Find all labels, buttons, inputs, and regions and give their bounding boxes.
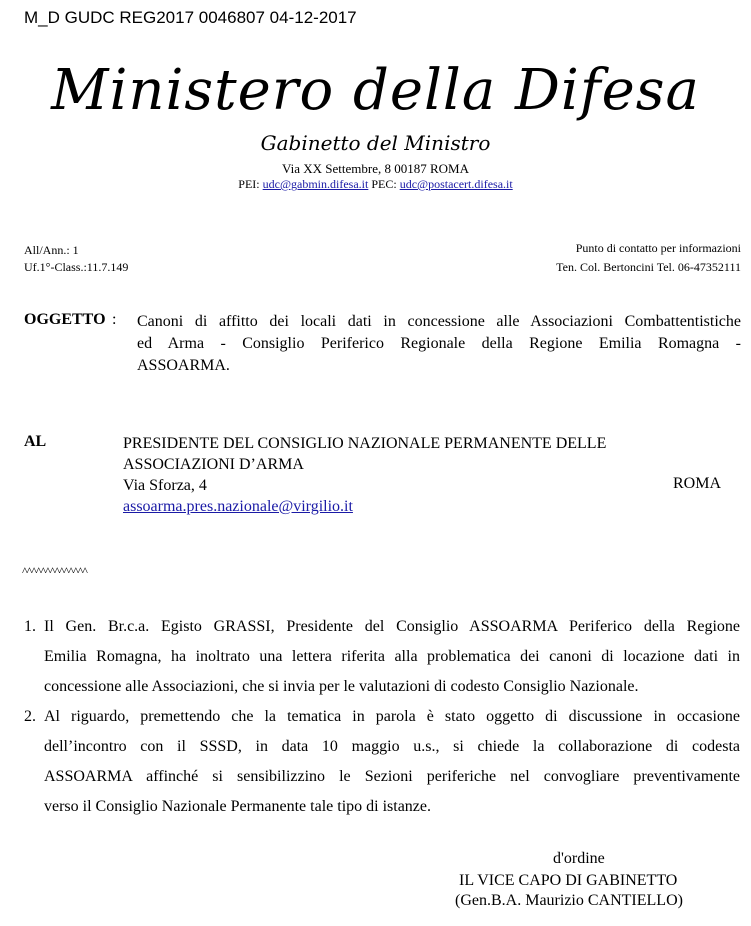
- subject-line-3: ASSOARMA.: [137, 357, 230, 374]
- office-class-ref: Uf.1°-Class.:11.7.149: [24, 260, 129, 274]
- paragraph-line: Il Gen. Br.c.a. Egisto GRASSI, Presidente del Consiglio ASSOARMA Periferico della Regione: [44, 618, 740, 635]
- subject-text: [137, 311, 741, 377]
- signature-name: (Gen.B.A. Maurizio CANTIELLO): [455, 892, 683, 909]
- signature-order: d'ordine: [553, 850, 605, 867]
- ministry-emails: [0, 177, 751, 192]
- paragraph-line: ASSOARMA affinché si sensibilizzino le Sezioni periferiche nel convogliare preventivamente: [44, 768, 740, 785]
- pei-label: PEI:: [238, 177, 260, 191]
- paragraph-line: Emilia Romagna, ha inoltrato una lettera riferita alla problematica dei canoni di locazione dati in: [44, 648, 740, 665]
- attachments-ref: All/Ann.: 1: [24, 243, 79, 257]
- recipient-line-2: ASSOCIAZIONI D’ARMA: [123, 456, 304, 473]
- pei-email-link[interactable]: udc@gabmin.difesa.it: [262, 177, 369, 191]
- cabinet-title: Gabinetto del Ministro: [260, 131, 491, 155]
- subject-label: OGGETTO: [24, 311, 106, 328]
- paragraph-2: [24, 702, 740, 822]
- paragraph-line: Al riguardo, premettendo che la tematica in parola è stato oggetto di discussione in occasione: [44, 708, 740, 725]
- recipient-label: AL: [24, 433, 47, 450]
- protocol-number: M_D GUDC REG2017 0046807 04-12-2017: [24, 8, 357, 27]
- recipient-line-1: PRESIDENTE DEL CONSIGLIO NAZIONALE PERMANENTE DELLE: [123, 435, 607, 452]
- recipient-city: ROMA: [672, 475, 721, 492]
- ministry-title: Ministero della Difesa: [51, 58, 700, 123]
- pec-email-link[interactable]: udc@postacert.difesa.it: [399, 177, 513, 191]
- paragraph-line: concessione alle Associazioni, che si invia per le valutazioni di codesto Consiglio Nazionale.: [44, 678, 639, 695]
- paragraph-line: verso il Consiglio Nazionale Permanente tale tipo di istanze.: [44, 798, 432, 815]
- paragraph-number: 2.: [24, 708, 36, 725]
- pec-label: PEC:: [371, 177, 397, 191]
- subject-line-2: ed Arma - Consiglio Periferico Regionale della Regione Emilia Romagna -: [137, 335, 741, 352]
- recipient-street: Via Sforza, 4: [123, 477, 207, 494]
- ministry-address: Via XX Settembre, 8 00187 ROMA: [282, 161, 469, 176]
- contact-person: Ten. Col. Bertoncini Tel. 06-47352111: [556, 260, 741, 274]
- separator-line: ^^^^^^^^^^^^^^: [22, 564, 87, 578]
- contact-label: Punto di contatto per informazioni: [575, 241, 741, 255]
- paragraph-1: [24, 612, 740, 702]
- subject-colon: :: [112, 311, 117, 328]
- recipient-email-link[interactable]: assoarma.pres.nazionale@virgilio.it: [123, 498, 353, 515]
- signature-role: IL VICE CAPO DI GABINETTO: [459, 872, 678, 889]
- paragraph-number: 1.: [24, 618, 36, 635]
- subject-line-1: Canoni di affitto dei locali dati in concessione alle Associazioni Combattentistiche: [137, 313, 741, 330]
- recipient-block: [123, 433, 606, 517]
- paragraph-line: dell’incontro con il SSSD, in data 10 maggio u.s., si chiede la collaborazione di codesta: [44, 738, 740, 755]
